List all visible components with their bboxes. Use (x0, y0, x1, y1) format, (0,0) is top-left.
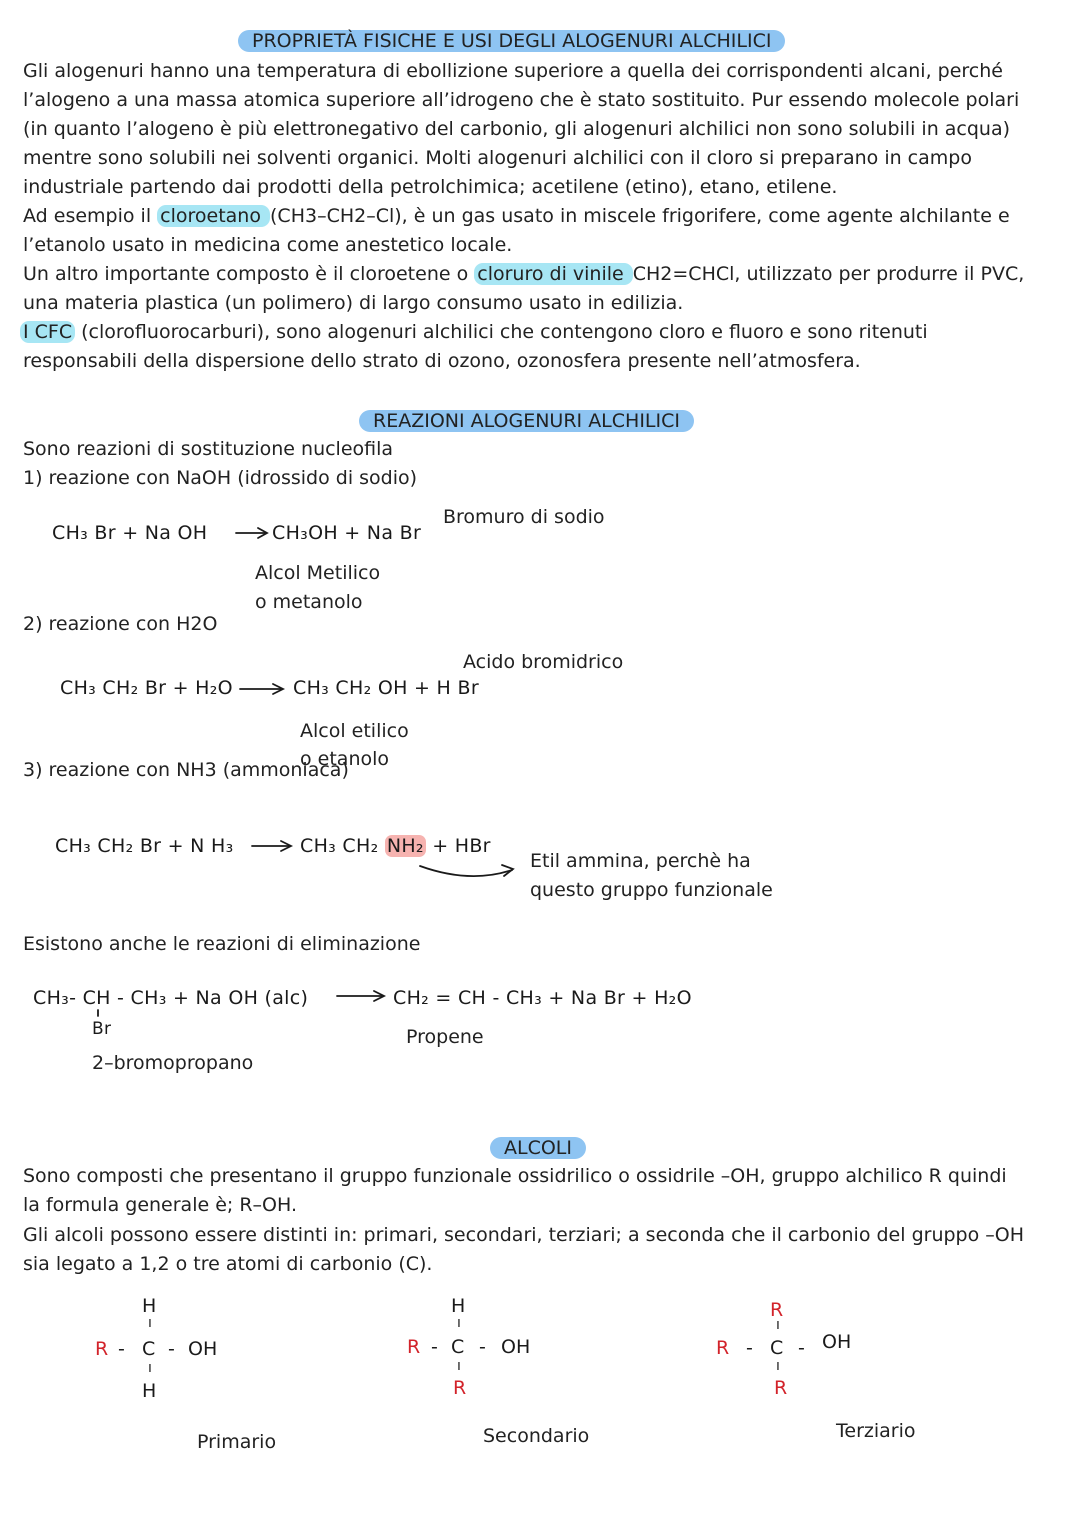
label-secondary: Secondario (483, 1425, 590, 1447)
structure-tertiary-alcohol: R ı R - C - OH ı R (716, 1299, 852, 1399)
reaction-1-title: 1) reazione con NaOH (idrossido di sodio) (23, 467, 418, 489)
paragraph-line: l’etanolo usato in medicina come anestetico locale. (23, 234, 513, 256)
reaction-1-note: Bromuro di sodio (443, 506, 605, 528)
elimination-title: Esistono anche le reazioni di eliminazione (23, 933, 421, 955)
atom-bottom: R (453, 1377, 467, 1399)
reaction-3-reactants: CH₃ CH₂ Br + N H₃ (55, 835, 234, 857)
highlight-amine-group: NH₂ (386, 835, 424, 857)
paragraph-vinile: Un altro importante composto è il cloroetene o cloruro di vinile CH2=CHCl, utilizzato per produrre il PVC, (23, 263, 1025, 285)
reaction-3-note: Etil ammina, perchè ha (530, 850, 751, 872)
paragraph-line: la formula generale è; R–OH. (23, 1194, 297, 1216)
atom-right: OH (822, 1331, 852, 1353)
reaction-1-product-name: o metanolo (255, 591, 363, 613)
elimination-products: CH₂ = CH - CH₃ + Na Br + H₂O (393, 987, 692, 1009)
section-heading-alcohols: ALCOLI (490, 1137, 586, 1159)
reactions-intro: Sono reazioni di sostituzione nucleofila (23, 438, 394, 460)
paragraph-line: (in quanto l’alogeno è più elettronegativo del carbonio, gli alogenuri alchilici non sono solubili in acqua) (23, 118, 1011, 140)
paragraph-line: Sono composti che presentano il gruppo funzionale ossidrilico o ossidrile –OH, gruppo alchilico R quindi (23, 1165, 1007, 1187)
section-heading-reactions: REAZIONI ALOGENURI ALCHILICI (359, 410, 694, 432)
elimination-product-name: Propene (406, 1026, 484, 1048)
label-primary: Primario (197, 1431, 277, 1453)
reaction-3-products: CH₃ CH₂ NH₂ + HBr (300, 835, 491, 857)
atom-right: OH (188, 1338, 218, 1360)
paragraph-line: l’alogeno a una massa atomica superiore all’idrogeno che è stato sostituito. Pur essendo molecole polari (23, 89, 1020, 111)
paragraph-line: sia legato a 1,2 o tre atomi di carbonio (C). (23, 1253, 433, 1275)
paragraph-cfc: I CFC (clorofluorocarburi), sono alogenuri alchilici che contengono cloro e fluoro e sono ritenuti (20, 318, 928, 347)
elimination-reactants: CH₃- CH - CH₃ + Na OH (alc) (33, 987, 309, 1009)
highlight-cfc: I CFC (20, 321, 75, 343)
reaction-2-title: 2) reazione con H2O (23, 613, 218, 635)
atom-left: R (716, 1337, 730, 1359)
atom-center: C (451, 1336, 465, 1358)
atom-right: OH (501, 1336, 531, 1358)
elimination-reactant-name: 2–bromopropano (92, 1052, 254, 1074)
elimination-bromine: Br (92, 1019, 112, 1039)
section-heading-properties: PROPRIETÀ FISICHE E USI DEGLI ALOGENURI ALCHILICI (238, 30, 785, 52)
paragraph-line: responsabili della dispersione dello strato di ozono, ozonosfera presente nell’atmosfera. (23, 350, 861, 372)
paragraph-line: Gli alcoli possono essere distinti in: primari, secondari, terziari; a seconda che il carbonio del gruppo –OH (23, 1224, 1025, 1246)
atom-top: H (142, 1295, 157, 1317)
label-tertiary: Terziario (836, 1420, 916, 1442)
reaction-2-product-name: Alcol etilico (300, 720, 409, 742)
atom-center: C (142, 1338, 156, 1360)
structure-secondary-alcohol: H ı R - C - OH ı R (407, 1295, 531, 1399)
reaction-3-note: questo gruppo funzionale (530, 879, 773, 901)
atom-bottom: H (142, 1380, 157, 1402)
reaction-1-reactants: CH₃ Br + Na OH (52, 522, 208, 544)
atom-left: R (407, 1336, 421, 1358)
atom-bottom: R (774, 1377, 788, 1399)
reaction-2-note: Acido bromidrico (463, 651, 624, 673)
paragraph-line: una materia plastica (un polimero) di largo consumo usato in edilizia. (23, 292, 684, 314)
paragraph-line: industriale partendo dai prodotti della petrolchimica; acetilene (etino), etano, etilene. (23, 176, 838, 198)
atom-left: R (95, 1338, 109, 1360)
structure-primary-alcohol: H ı R - C - OH ı H (95, 1295, 218, 1402)
reaction-1-product-name: Alcol Metilico (255, 562, 381, 584)
highlight-cloroetano: cloroetano (157, 205, 270, 227)
paragraph-line: Gli alogenuri hanno una temperatura di ebollizione superiore a quella dei corrispondenti alcani, perché (23, 60, 1003, 82)
atom-top: H (451, 1295, 466, 1317)
atom-center: C (770, 1337, 784, 1359)
atom-top: R (770, 1299, 784, 1321)
paragraph-line: mentre sono solubili nei solventi organici. Molti alogenuri alchilici con il cloro si preparano in campo (23, 147, 972, 169)
arrow-curved-amine (420, 866, 512, 876)
reaction-2-products: CH₃ CH₂ OH + H Br (293, 677, 479, 699)
reaction-1-products: CH₃OH + Na Br (272, 522, 422, 544)
paragraph-cloroetano: Ad esempio il cloroetano (CH3–CH2–Cl), è un gas usato in miscele frigorifere, come agente alchilante e (23, 205, 1010, 227)
reaction-3-title: 3) reazione con NH3 (ammoniaca) (23, 759, 349, 781)
reaction-2-reactants: CH₃ CH₂ Br + H₂O (60, 677, 233, 699)
reaction-2-product-name: o etanolo (300, 748, 390, 770)
highlight-cloruro-vinile: cloruro di vinile (474, 263, 633, 285)
